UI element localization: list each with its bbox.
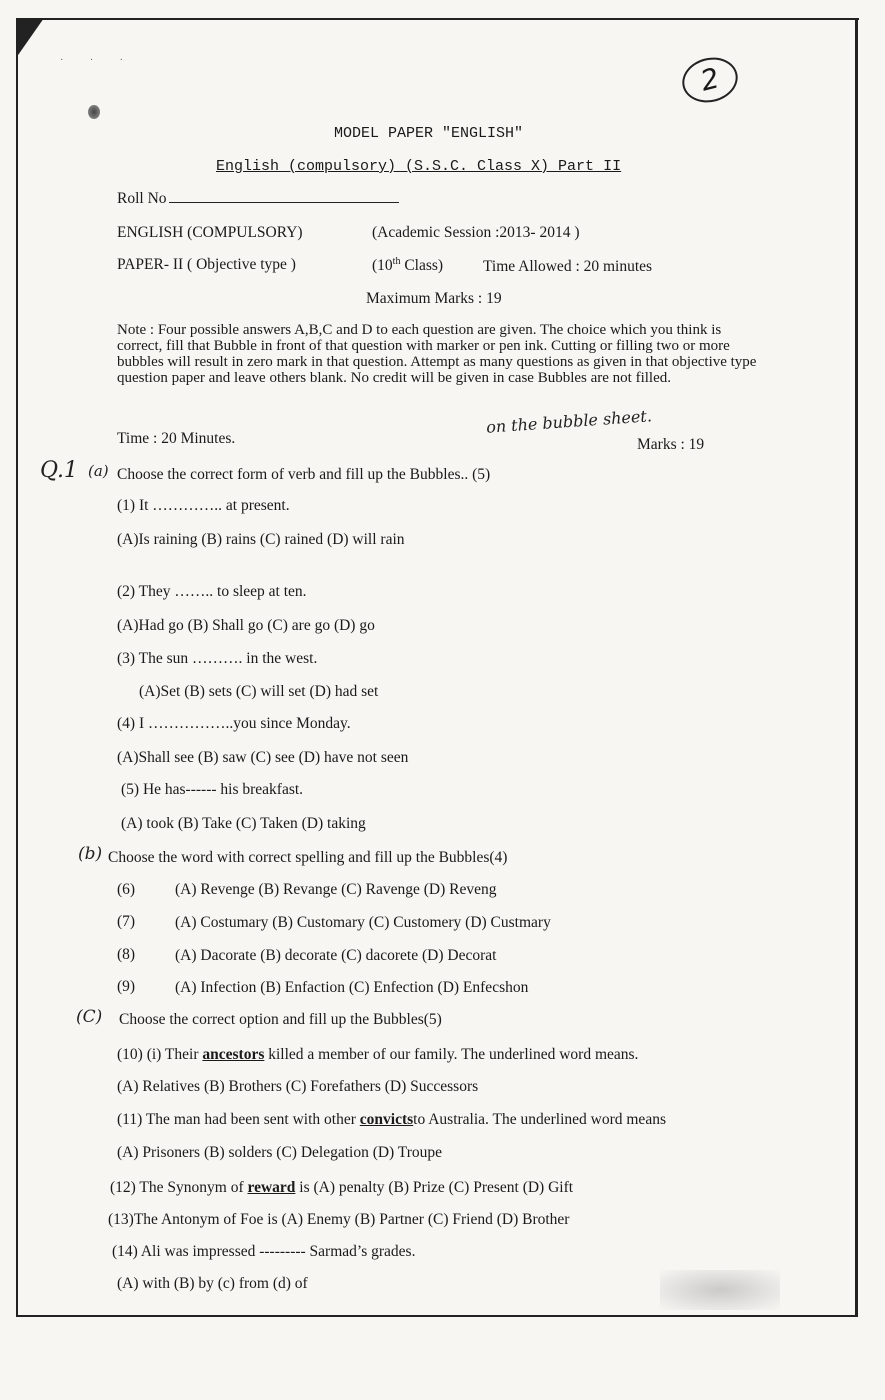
question-5: (5) He has------ his breakfast. (121, 781, 304, 798)
part-a-heading: Choose the correct form of verb and fill up the Bubbles.. (5) (117, 466, 491, 483)
roll-no-label: Roll No (117, 190, 167, 207)
question-11: (11) The man had been sent with other convictsto Australia. The underlined word means (117, 1111, 666, 1128)
handwritten-annotation: on the bubble sheet. (485, 406, 653, 437)
part-c-heading: Choose the correct option and fill up the Bubbles(5) (119, 1011, 442, 1028)
class-label: (10th Class) (372, 256, 444, 275)
scan-corner-mark (16, 18, 44, 58)
page-number: 2 (678, 52, 743, 108)
underlined-word: ancestors (202, 1046, 265, 1063)
marks-label: Marks : 19 (637, 436, 705, 453)
question-12: (12) The Synonym of reward is (A) penalty (B) Prize (C) Present (D) Gift (110, 1179, 574, 1196)
roll-no-blank (169, 190, 399, 203)
question-4: (4) I ……………..you since Monday. (117, 715, 351, 732)
question-10: (10) (i) Their ancestors killed a member of our family. The underlined word means. (117, 1046, 639, 1063)
question-6-number: (6) (117, 881, 136, 898)
question-11-options: (A) Prisoners (B) solders (C) Delegation (D) Troupe (117, 1144, 443, 1161)
paper-type: PAPER- II ( Objective type ) (117, 256, 296, 273)
question-3-options: (A)Set (B) sets (C) will set (D) had set (139, 683, 379, 700)
question-9-number: (9) (117, 978, 136, 995)
question-4-options: (A)Shall see (B) saw (C) see (D) have not seen (117, 749, 409, 766)
subject-label: ENGLISH (COMPULSORY) (117, 224, 303, 241)
question-1-options: (A)Is raining (B) rains (C) rained (D) will rain (117, 531, 405, 548)
part-b-label: (b) (78, 844, 103, 864)
question-10-options: (A) Relatives (B) Brothers (C) Forefathers (D) Successors (117, 1078, 479, 1095)
paper-subtitle: English (compulsory) (S.S.C. Class X) Part II (216, 158, 622, 175)
question-2: (2) They …….. to sleep at ten. (117, 583, 307, 600)
page-border (16, 1315, 858, 1317)
question-2-options: (A)Had go (B) Shall go (C) are go (D) go (117, 617, 375, 634)
page-border (16, 18, 18, 1316)
ink-blot (88, 105, 100, 119)
time-label: Time : 20 Minutes. (117, 430, 236, 447)
question-8-options: (A) Dacorate (B) decorate (C) dacorete (D) Decorat (175, 947, 497, 964)
question-9-options: (A) Infection (B) Enfaction (C) Enfection (D) Enfecshon (175, 979, 529, 996)
roll-no-field (117, 190, 399, 208)
time-allowed: Time Allowed : 20 minutes (483, 258, 653, 275)
instructions-note: Note : Four possible answers A,B,C and D to each question are given. The choice which you think is correct, fill that Bubble in front of that question with marker or pen ink. Cutting or filling two or more bubbles will result in zero mark in that question. Attempt as many questions as given in that objective type question paper and leave others blank. No credit will be given in case Bubbles are not filled. (117, 322, 757, 386)
question-7-options: (A) Costumary (B) Customary (C) Customery (D) Custmary (175, 914, 551, 931)
scan-smudge (660, 1270, 780, 1310)
question-3: (3) The sun ………. in the west. (117, 650, 318, 667)
question-6-options: (A) Revenge (B) Revange (C) Ravenge (D) Reveng (175, 881, 497, 898)
underlined-word: convicts (359, 1111, 414, 1128)
page-border (855, 18, 858, 1316)
part-b-heading: Choose the word with correct spelling and fill up the Bubbles(4) (108, 849, 508, 866)
part-a-label: (a) (88, 462, 109, 480)
question-7-number: (7) (117, 913, 136, 930)
scan-specks: · · · (60, 55, 135, 66)
page-border (16, 18, 859, 20)
q1-handwritten-label: Q.1 (40, 458, 78, 483)
maximum-marks: Maximum Marks : 19 (366, 290, 502, 307)
question-1: (1) It ………….. at present. (117, 497, 290, 514)
session-label: (Academic Session :2013- 2014 ) (372, 224, 580, 241)
question-13: (13)The Antonym of Foe is (A) Enemy (B) Partner (C) Friend (D) Brother (108, 1211, 570, 1228)
underlined-word: reward (247, 1179, 296, 1196)
question-5-options: (A) took (B) Take (C) Taken (D) taking (121, 815, 366, 832)
question-8-number: (8) (117, 946, 136, 963)
question-14: (14) Ali was impressed --------- Sarmad’s grades. (112, 1243, 416, 1260)
paper-title: MODEL PAPER "ENGLISH" (334, 125, 524, 142)
question-14-options: (A) with (B) by (c) from (d) of (117, 1275, 308, 1292)
part-c-label: (C) (76, 1007, 103, 1027)
